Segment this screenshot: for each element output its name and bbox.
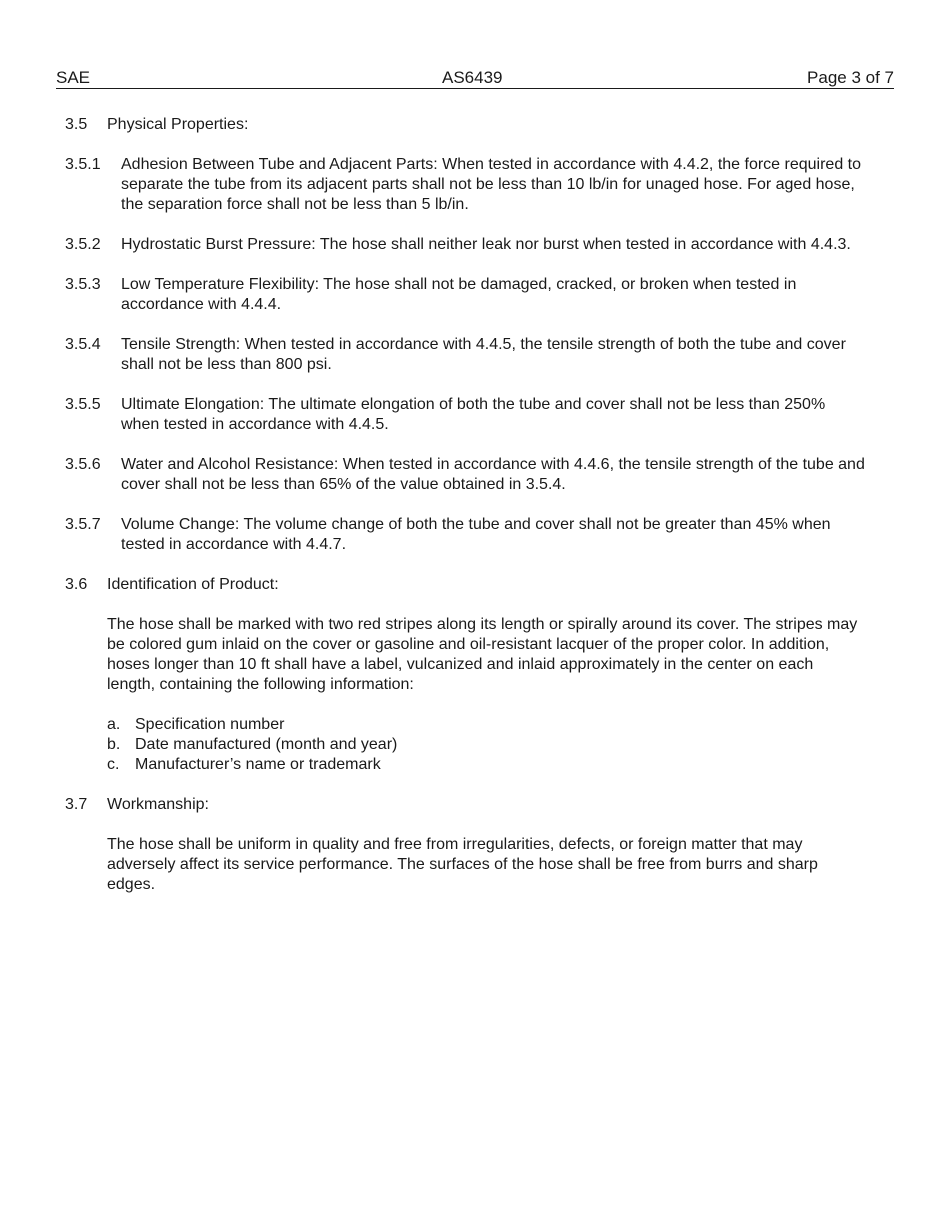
- section-3-5-7: [65, 515, 865, 555]
- section-text: Ultimate Elongation: The ultimate elongation of both the tube and cover shall not be less than 250% when tested in accordance with 4.4.5.: [121, 396, 826, 433]
- section-3-5-2: [65, 235, 865, 255]
- header-org: SAE: [56, 68, 91, 87]
- section-number: 3.5.7: [65, 516, 101, 533]
- section-text: Adhesion Between Tube and Adjacent Parts: When tested in accordance with 4.4.2, the force required to separate the tube from its adjacent parts shall not be less than 10 lb/in for unaged hose. For aged hose, the separation force shall not be less than 5 lb/in.: [121, 156, 862, 213]
- list-marker: a.: [107, 716, 121, 733]
- section-3-5: [65, 115, 865, 135]
- section-3-5-5: [65, 395, 865, 435]
- list-marker: c.: [107, 756, 120, 773]
- section-number: 3.5: [65, 116, 88, 133]
- section-3-7: [65, 795, 865, 815]
- section-text: Hydrostatic Burst Pressure: The hose shall neither leak nor burst when tested in accordance with 4.4.3.: [121, 236, 851, 253]
- section-title: Workmanship:: [107, 796, 209, 813]
- list-marker: b.: [107, 736, 121, 753]
- section-text: Water and Alcohol Resistance: When tested in accordance with 4.4.6, the tensile strength of the tube and cover shall not be less than 65% of the value obtained in 3.5.4.: [121, 456, 865, 493]
- list-item: [107, 715, 865, 735]
- page-header: [56, 68, 894, 89]
- section-number: 3.5.3: [65, 276, 101, 293]
- section-number: 3.5.5: [65, 396, 101, 413]
- section-3-7-paragraph: The hose shall be uniform in quality and free from irregularities, defects, or foreign matter that may adversely affect its service performance. The surfaces of the hose shall be free from burrs and sharp edges.: [107, 836, 818, 893]
- section-3-6: [65, 575, 865, 595]
- identification-list: [65, 715, 865, 775]
- section-text: Tensile Strength: When tested in accordance with 4.4.5, the tensile strength of both the tube and cover shall not be less than 800 psi.: [121, 336, 846, 373]
- section-number: 3.5.2: [65, 236, 101, 253]
- section-number: 3.5.4: [65, 336, 101, 353]
- list-item: [107, 735, 865, 755]
- section-number: 3.5.6: [65, 456, 101, 473]
- section-3-6-paragraph: The hose shall be marked with two red stripes along its length or spirally around its cover. The stripes may be colored gum inlaid on the cover or gasoline and oil-resistant lacquer of the proper color. In addition, hoses longer than 10 ft shall have a label, vulcanized and inlaid approximately in the center on each length, containing the following information:: [107, 616, 858, 693]
- list-item-text: Specification number: [135, 716, 285, 733]
- section-number: 3.5.1: [65, 156, 101, 173]
- header-page-number: Page 3 of 7: [807, 68, 894, 87]
- header-doc-number: AS6439: [442, 68, 503, 87]
- section-3-5-1: [65, 155, 865, 215]
- section-text: Volume Change: The volume change of both the tube and cover shall not be greater than 45% when tested in accordance with 4.4.7.: [121, 516, 831, 553]
- section-title: Physical Properties:: [107, 116, 249, 133]
- list-item-text: Date manufactured (month and year): [135, 736, 398, 753]
- section-title: Identification of Product:: [107, 576, 279, 593]
- section-number: 3.7: [65, 796, 88, 813]
- list-item: [107, 755, 865, 775]
- section-3-5-3: [65, 275, 865, 315]
- document-body: [65, 115, 865, 915]
- section-number: 3.6: [65, 576, 88, 593]
- section-3-5-6: [65, 455, 865, 495]
- section-text: Low Temperature Flexibility: The hose shall not be damaged, cracked, or broken when tested in accordance with 4.4.4.: [121, 276, 797, 313]
- section-3-5-4: [65, 335, 865, 375]
- list-item-text: Manufacturer’s name or trademark: [135, 756, 381, 773]
